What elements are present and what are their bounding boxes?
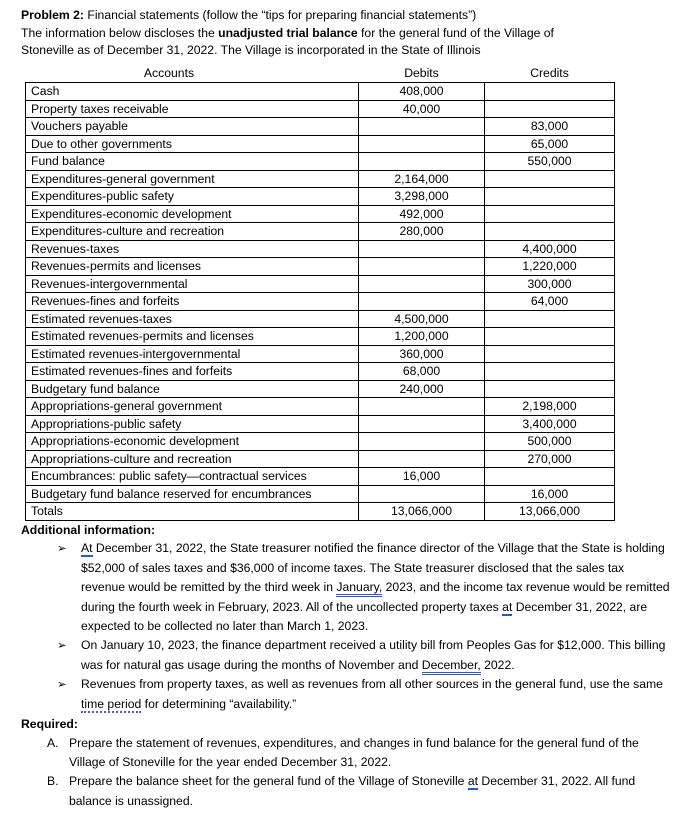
additional-item-1-text	[81, 541, 670, 633]
intro-line2-post: for the general fund of the Village of	[357, 25, 554, 40]
cell-debit: 280,000	[359, 223, 485, 241]
additional-item-3-part-2: for determining “availability.”	[141, 696, 297, 711]
intro-line3: Stoneville as of December 31, 2022. The Village is incorporated in the State of Illinois	[21, 43, 481, 58]
cell-account: Due to other governments	[26, 135, 359, 153]
cell-credit: 500,000	[485, 433, 615, 451]
cell-credit: 83,000	[485, 118, 615, 136]
grammar-mark-at-2: at	[502, 599, 513, 614]
table-row	[26, 205, 615, 223]
cell-credit: 3,400,000	[485, 415, 615, 433]
cell-debit	[359, 450, 485, 468]
cell-debit	[359, 258, 485, 276]
table-row	[26, 188, 615, 206]
arrow-bullet-icon: ➢	[57, 541, 67, 556]
table-row	[26, 503, 615, 521]
cell-account: Expenditures-culture and recreation	[26, 223, 359, 241]
column-header-credits: Credits	[530, 66, 569, 81]
table-row	[26, 223, 615, 241]
cell-account: Budgetary fund balance	[26, 380, 359, 398]
table-row	[26, 310, 615, 328]
cell-credit: 270,000	[485, 450, 615, 468]
cell-account: Fund balance	[26, 153, 359, 171]
table-row	[26, 415, 615, 433]
cell-debit: 13,066,000	[359, 503, 485, 521]
table-row	[26, 135, 615, 153]
list-item	[21, 734, 671, 773]
cell-debit	[359, 118, 485, 136]
cell-account: Totals	[26, 503, 359, 521]
additional-item-2-part-2: 2022.	[480, 657, 515, 672]
cell-debit	[359, 293, 485, 311]
cell-credit	[485, 205, 615, 223]
cell-credit: 64,000	[485, 293, 615, 311]
cell-debit	[359, 135, 485, 153]
cell-account: Appropriations-general government	[26, 398, 359, 416]
cell-account: Appropriations-culture and recreation	[26, 450, 359, 468]
cell-credit: 16,000	[485, 485, 615, 503]
problem-title-rest: Financial statements (follow the “tips for preparing financial statements”)	[84, 8, 477, 22]
unadjusted-trial-balance-emphasis: unadjusted trial balance	[218, 25, 358, 40]
cell-account: Appropriations-public safety	[26, 415, 359, 433]
cell-debit	[359, 485, 485, 503]
table-row	[26, 293, 615, 311]
cell-credit	[485, 328, 615, 346]
required-item-b-text	[69, 774, 635, 807]
additional-item-2-text	[81, 638, 665, 672]
cell-debit	[359, 240, 485, 258]
table-row	[26, 83, 615, 101]
cell-credit	[485, 223, 615, 241]
list-item	[21, 772, 671, 811]
cell-account: Expenditures-economic development	[26, 205, 359, 223]
cell-account: Appropriations-economic development	[26, 433, 359, 451]
required-heading: Required:	[21, 717, 78, 732]
table-row	[26, 240, 615, 258]
table-row	[26, 450, 615, 468]
required-list	[21, 734, 671, 812]
cell-account: Estimated revenues-permits and licenses	[26, 328, 359, 346]
additional-item-1-part-3: December 31, 2022, are expected to be collected no later than March 1, 2023.	[81, 599, 648, 633]
additional-information-list	[21, 539, 671, 714]
required-item-a-text: Prepare the statement of revenues, expenditures, and changes in fund balance for the general fund of the Village of Stoneville for the year ended December 31, 2022.	[69, 735, 639, 770]
cell-credit: 300,000	[485, 275, 615, 293]
additional-item-3-part-1: Revenues from property taxes, as well as revenues from all other sources in the general fund, use the same	[81, 677, 663, 692]
cell-debit: 68,000	[359, 363, 485, 381]
cell-debit	[359, 415, 485, 433]
cell-debit: 16,000	[359, 468, 485, 486]
trial-balance-table-wrapper	[25, 65, 614, 521]
cell-account: Revenues-intergovernmental	[26, 275, 359, 293]
table-row	[26, 275, 615, 293]
table-body	[26, 83, 615, 521]
cell-account: Property taxes receivable	[26, 100, 359, 118]
cell-account: Estimated revenues-intergovernmental	[26, 345, 359, 363]
cell-credit	[485, 363, 615, 381]
cell-debit: 40,000	[359, 100, 485, 118]
column-header-accounts: Accounts	[143, 66, 195, 81]
cell-credit: 4,400,000	[485, 240, 615, 258]
cell-debit: 240,000	[359, 380, 485, 398]
cell-account: Revenues-permits and licenses	[26, 258, 359, 276]
grammar-mark-january: January,	[336, 580, 383, 595]
table-row	[26, 468, 615, 486]
cell-account: Vouchers payable	[26, 118, 359, 136]
cell-credit	[485, 170, 615, 188]
table-header-row	[26, 65, 615, 83]
additional-information-heading: Additional information:	[21, 522, 156, 537]
table-row	[26, 258, 615, 276]
list-item	[21, 539, 671, 636]
table-row	[26, 100, 615, 118]
cell-debit: 408,000	[359, 83, 485, 101]
cell-debit: 360,000	[359, 345, 485, 363]
cell-debit: 4,500,000	[359, 310, 485, 328]
cell-account: Revenues-fines and forfeits	[26, 293, 359, 311]
cell-credit: 13,066,000	[485, 503, 615, 521]
additional-item-1-part-1: December 31, 2022, the State treasurer notified the finance director of the Village that the State is holding $52,000 of sales taxes and $36,000 of income taxes. The State treasurer disclosed that the sales tax revenue would be remitted by the third week in	[81, 541, 665, 595]
cell-account: Budgetary fund balance reserved for encumbrances	[26, 485, 359, 503]
table-row	[26, 170, 615, 188]
table-row	[26, 398, 615, 416]
table-row	[26, 153, 615, 171]
arrow-bullet-icon: ➢	[57, 638, 67, 653]
column-header-debits: Debits	[404, 66, 439, 81]
cell-account: Expenditures-general government	[26, 170, 359, 188]
required-item-a-marker: A.	[47, 735, 59, 750]
trial-balance-table	[25, 65, 615, 521]
cell-credit	[485, 83, 615, 101]
table-row	[26, 118, 615, 136]
spelling-mark-time-period: time period	[81, 696, 142, 711]
required-item-b-marker: B.	[47, 774, 59, 789]
cell-account: Revenues-taxes	[26, 240, 359, 258]
grammar-mark-december: December,	[421, 657, 481, 672]
cell-debit	[359, 153, 485, 171]
cell-credit	[485, 188, 615, 206]
required-item-b-pre: Prepare the balance sheet for the general fund of the Village of Stoneville	[69, 774, 468, 789]
additional-item-2-part-1: On January 10, 2023, the finance department received a utility bill from Peoples Gas for $12,000. This billing was for natural gas usage during the months of November and	[81, 638, 666, 672]
cell-debit	[359, 398, 485, 416]
cell-credit	[485, 380, 615, 398]
cell-credit: 1,220,000	[485, 258, 615, 276]
cell-credit	[485, 100, 615, 118]
cell-account: Estimated revenues-fines and forfeits	[26, 363, 359, 381]
problem-intro-paragraph	[21, 7, 671, 60]
arrow-bullet-icon: ➢	[57, 677, 67, 692]
list-item	[21, 636, 671, 675]
additional-item-3-text	[81, 677, 663, 712]
table-row	[26, 345, 615, 363]
cell-account: Encumbrances: public safety—contractual services	[26, 468, 359, 486]
cell-debit	[359, 433, 485, 451]
required-item-b-post: December 31, 2022. All fund balance is unassigned.	[69, 774, 636, 808]
cell-account: Estimated revenues-taxes	[26, 310, 359, 328]
cell-debit: 2,164,000	[359, 170, 485, 188]
cell-credit: 65,000	[485, 135, 615, 153]
grammar-mark-at-1: At	[81, 541, 93, 556]
table-row	[26, 328, 615, 346]
table-header	[26, 65, 615, 83]
additional-item-1-part-2: 2023, and the income tax revenue would be remitted during the fourth week in February, 2023. All of the uncollected property taxes	[81, 580, 670, 614]
list-item	[21, 675, 671, 714]
intro-line2-pre: The information below discloses the	[21, 25, 219, 40]
cell-credit: 2,198,000	[485, 398, 615, 416]
cell-debit: 3,298,000	[359, 188, 485, 206]
table-row	[26, 433, 615, 451]
cell-debit: 1,200,000	[359, 328, 485, 346]
problem-label: Problem 2:	[21, 8, 84, 22]
cell-debit	[359, 275, 485, 293]
cell-debit: 492,000	[359, 205, 485, 223]
grammar-mark-at-3: at	[467, 774, 479, 789]
cell-credit	[485, 468, 615, 486]
cell-account: Expenditures-public safety	[26, 188, 359, 206]
cell-account: Cash	[26, 83, 359, 101]
table-row	[26, 485, 615, 503]
cell-credit: 550,000	[485, 153, 615, 171]
table-row	[26, 380, 615, 398]
cell-credit	[485, 310, 615, 328]
cell-credit	[485, 345, 615, 363]
table-row	[26, 363, 615, 381]
